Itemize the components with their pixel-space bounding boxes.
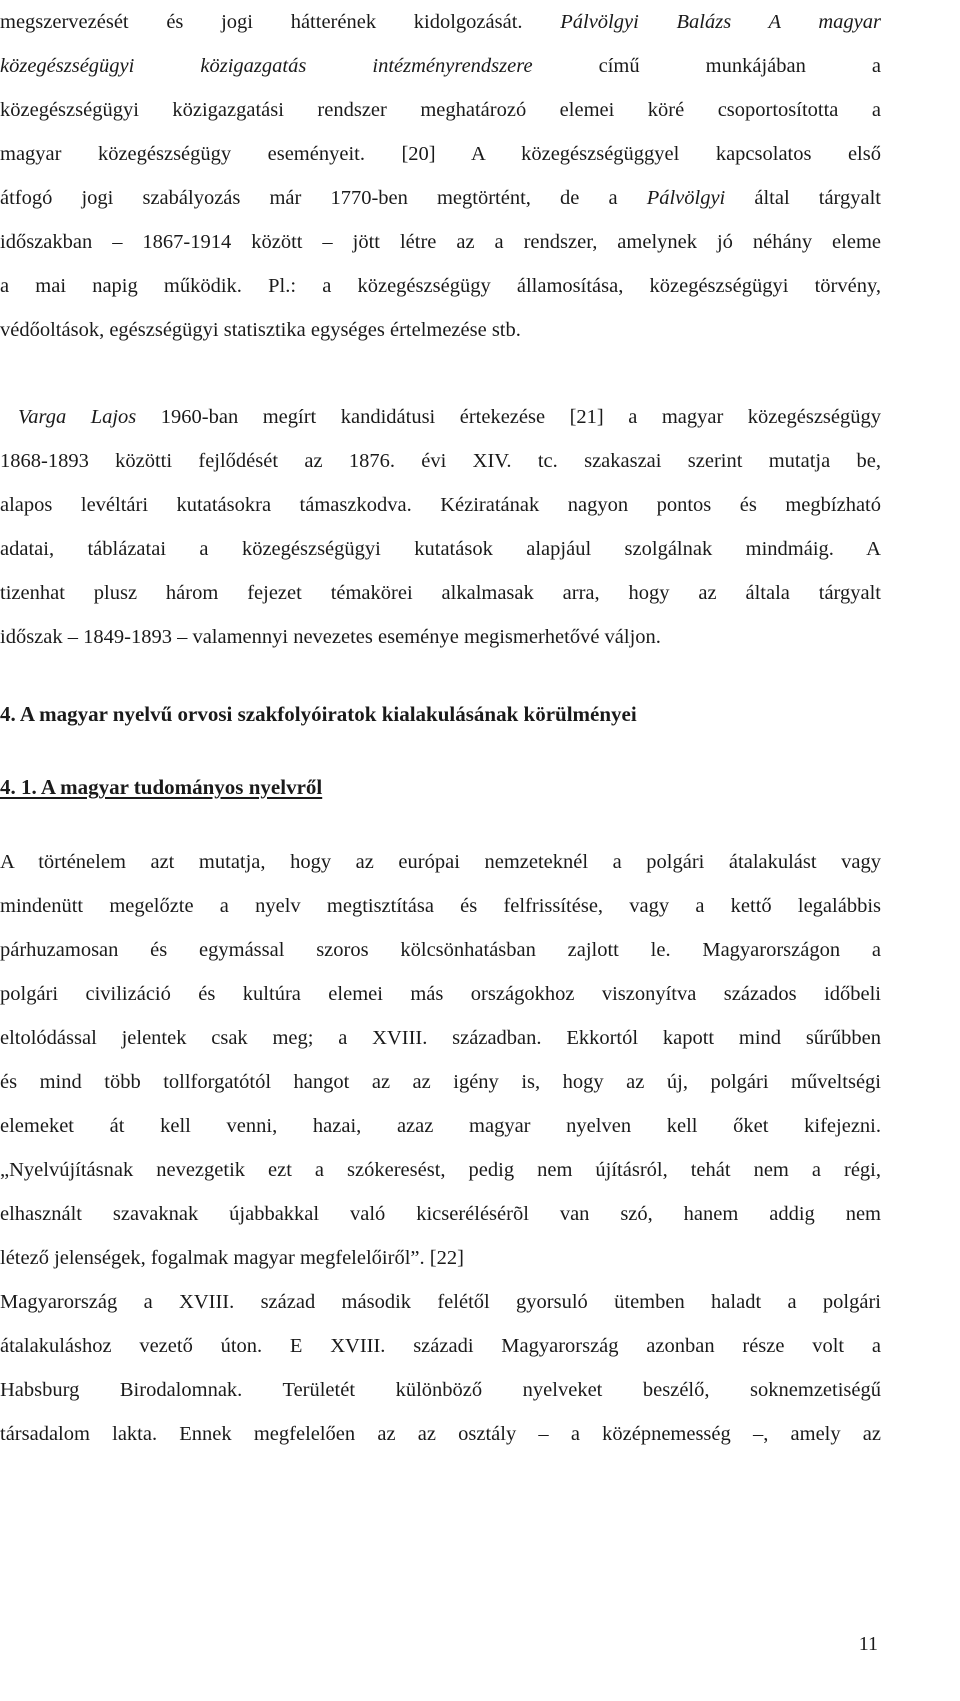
- text-line: társadalom lakta. Ennek megfelelően az az osztály – a középnemesség –, amely az: [0, 1423, 881, 1445]
- subsection-heading: [0, 765, 881, 809]
- page-number: 11: [858, 1633, 878, 1655]
- paragraph-2: [0, 395, 881, 659]
- section-heading: [0, 692, 881, 736]
- text-line: tizenhat plusz három fejezet témakörei alkalmasak arra, hogy az általa tárgyalt: [0, 582, 881, 604]
- text-line: Magyarország a XVIII. század második felétől gyorsuló ütemben haladt a polgári: [0, 1291, 881, 1313]
- text-line: időszakban – 1867-1914 között – jött létre az a rendszer, amelynek jó néhány eleme: [0, 231, 881, 253]
- paragraph-3: [0, 840, 881, 1280]
- subsection-title: 4. 1. A magyar tudományos nyelvről: [0, 775, 323, 799]
- text-line: elemeket át kell venni, hazai, azaz magyar nyelven kell őket kifejezni.: [0, 1115, 881, 1137]
- text-line: párhuzamosan és egymással szoros kölcsönhatásban zajlott le. Magyarországon a: [0, 939, 881, 961]
- text-line: létező jelenségek, fogalmak magyar megfelelőiről”. [22]: [0, 1247, 464, 1269]
- text-line: elhasznált szavaknak újabbakkal való kicserélésérõl van szó, hanem addig nem: [0, 1203, 881, 1225]
- text-line: Varga Lajos 1960-ban megírt kandidátusi értekezése [21] a magyar közegészségügy: [18, 406, 882, 428]
- text-line: Habsburg Birodalomnak. Területét különböző nyelveket beszélő, soknemzetiségű: [0, 1379, 881, 1401]
- text-line: „Nyelvújításnak nevezgetik ezt a szókeresést, pedig nem újításról, tehát nem a régi,: [0, 1159, 881, 1181]
- text-line: alapos levéltári kutatásokra támaszkodva. Kéziratának nagyon pontos és megbízható: [0, 494, 881, 516]
- text-line: adatai, táblázatai a közegészségügyi kutatások alapjául szolgálnak mindmáig. A: [0, 538, 881, 560]
- text-line: A történelem azt mutatja, hogy az európai nemzeteknél a polgári átalakulást vagy: [0, 851, 881, 873]
- text-line: 1868-1893 közötti fejlődését az 1876. évi XIV. tc. szakaszai szerint mutatja be,: [0, 450, 881, 472]
- text-line: közegészségügyi közigazgatási rendszer meghatározó elemei köré csoportosította a: [0, 99, 881, 121]
- text-line: átfogó jogi szabályozás már 1770-ben megtörtént, de a Pálvölgyi által tárgyalt: [0, 187, 881, 209]
- text-line: időszak – 1849-1893 – valamennyi nevezetes eseménye megismerhetővé váljon.: [0, 626, 661, 648]
- text-line: közegészségügyi közigazgatás intézményrendszere című munkájában a: [0, 55, 881, 77]
- text-line: és mind több tollforgatótól hangot az az igény is, hogy az új, polgári műveltségi: [0, 1071, 881, 1093]
- text-line: védőoltások, egészségügyi statisztika egységes értelmezése stb.: [0, 319, 521, 341]
- text-line: a mai napig működik. Pl.: a közegészségügy államosítása, közegészségügyi törvény,: [0, 275, 881, 297]
- text-line: mindenütt megelőzte a nyelv megtisztítása és felfrissítése, vagy a kettő legalábbis: [0, 895, 881, 917]
- text-line: eltolódással jelentek csak meg; a XVIII. században. Ekkortól kapott mind sűrűbben: [0, 1027, 881, 1049]
- text-line: átalakuláshoz vezető úton. E XVIII. századi Magyarország azonban része volt a: [0, 1335, 881, 1357]
- section-title: 4. A magyar nyelvű orvosi szakfolyóiratok kialakulásának körülményei: [0, 702, 637, 726]
- paragraph-1: [0, 0, 881, 352]
- paragraph-4: [0, 1280, 881, 1456]
- text-line: megszervezését és jogi hátterének kidolgozását. Pálvölgyi Balázs A magyar: [0, 11, 881, 33]
- text-line: polgári civilizáció és kultúra elemei más országokhoz viszonyítva százados időbeli: [0, 983, 881, 1005]
- text-line: magyar közegészségügy eseményeit. [20] A közegészségüggyel kapcsolatos első: [0, 143, 881, 165]
